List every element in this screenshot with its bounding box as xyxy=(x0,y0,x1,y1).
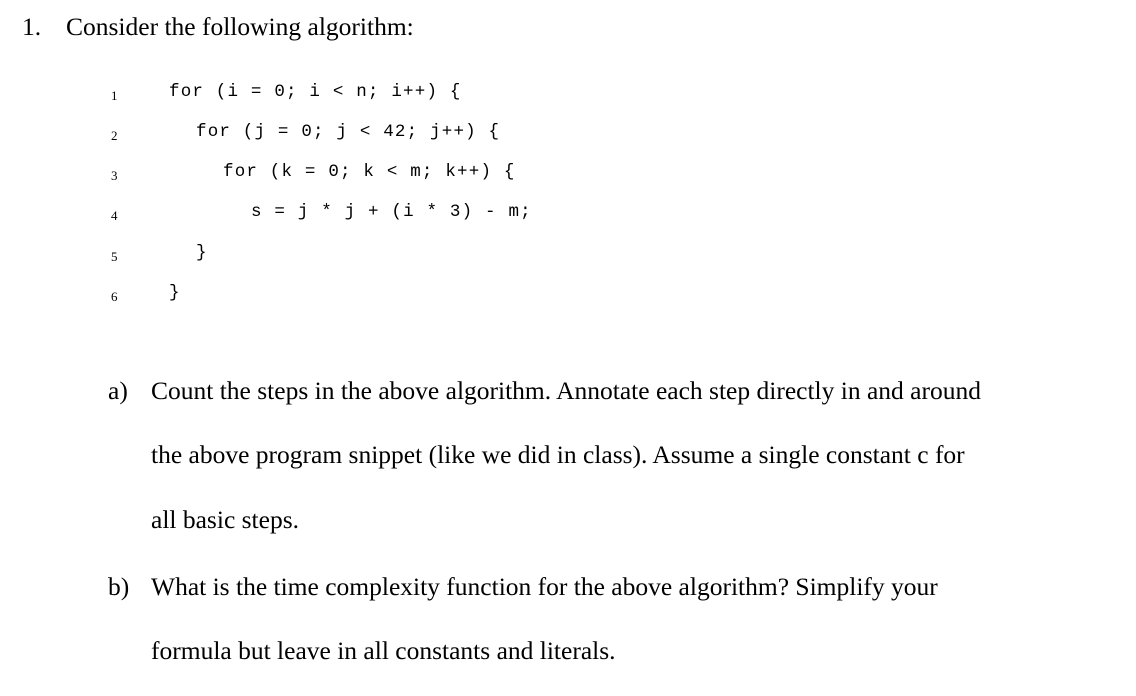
part-b-label: b) xyxy=(108,572,130,601)
question-heading xyxy=(22,12,414,42)
code-text: for (k = 0; k < m; k++) { xyxy=(223,162,516,182)
question-title: Consider the following algorithm: xyxy=(66,12,414,41)
question-number: 1. xyxy=(22,12,42,41)
part-a-label: a) xyxy=(108,376,128,405)
line-number: 2 xyxy=(111,128,118,143)
line-number: 1 xyxy=(111,88,118,103)
code-text: } xyxy=(196,243,208,263)
code-text: for (j = 0; j < 42; j++) { xyxy=(196,122,501,142)
part-a-line: Count the steps in the above algorithm. Annotate each step directly in and around xyxy=(151,376,981,405)
code-text: s = j * j + (i * 3) - m; xyxy=(251,202,532,222)
code-line xyxy=(0,202,532,242)
code-line xyxy=(0,122,501,162)
line-number: 3 xyxy=(111,168,118,183)
part-a-line: the above program snippet (like we did in class). Assume a single constant c for xyxy=(151,440,965,469)
code-line xyxy=(0,243,208,283)
part-b-line: What is the time complexity function for the above algorithm? Simplify your xyxy=(151,572,938,601)
code-text: for (i = 0; i < n; i++) { xyxy=(169,82,462,102)
code-line xyxy=(0,162,516,202)
line-number: 6 xyxy=(111,289,118,304)
code-line xyxy=(0,82,462,122)
code-line xyxy=(0,283,181,323)
code-text: } xyxy=(169,283,181,303)
part-a-line: all basic steps. xyxy=(151,505,300,534)
part-b-line: formula but leave in all constants and literals. xyxy=(151,636,616,665)
line-number: 5 xyxy=(111,249,118,264)
line-number: 4 xyxy=(111,208,118,223)
